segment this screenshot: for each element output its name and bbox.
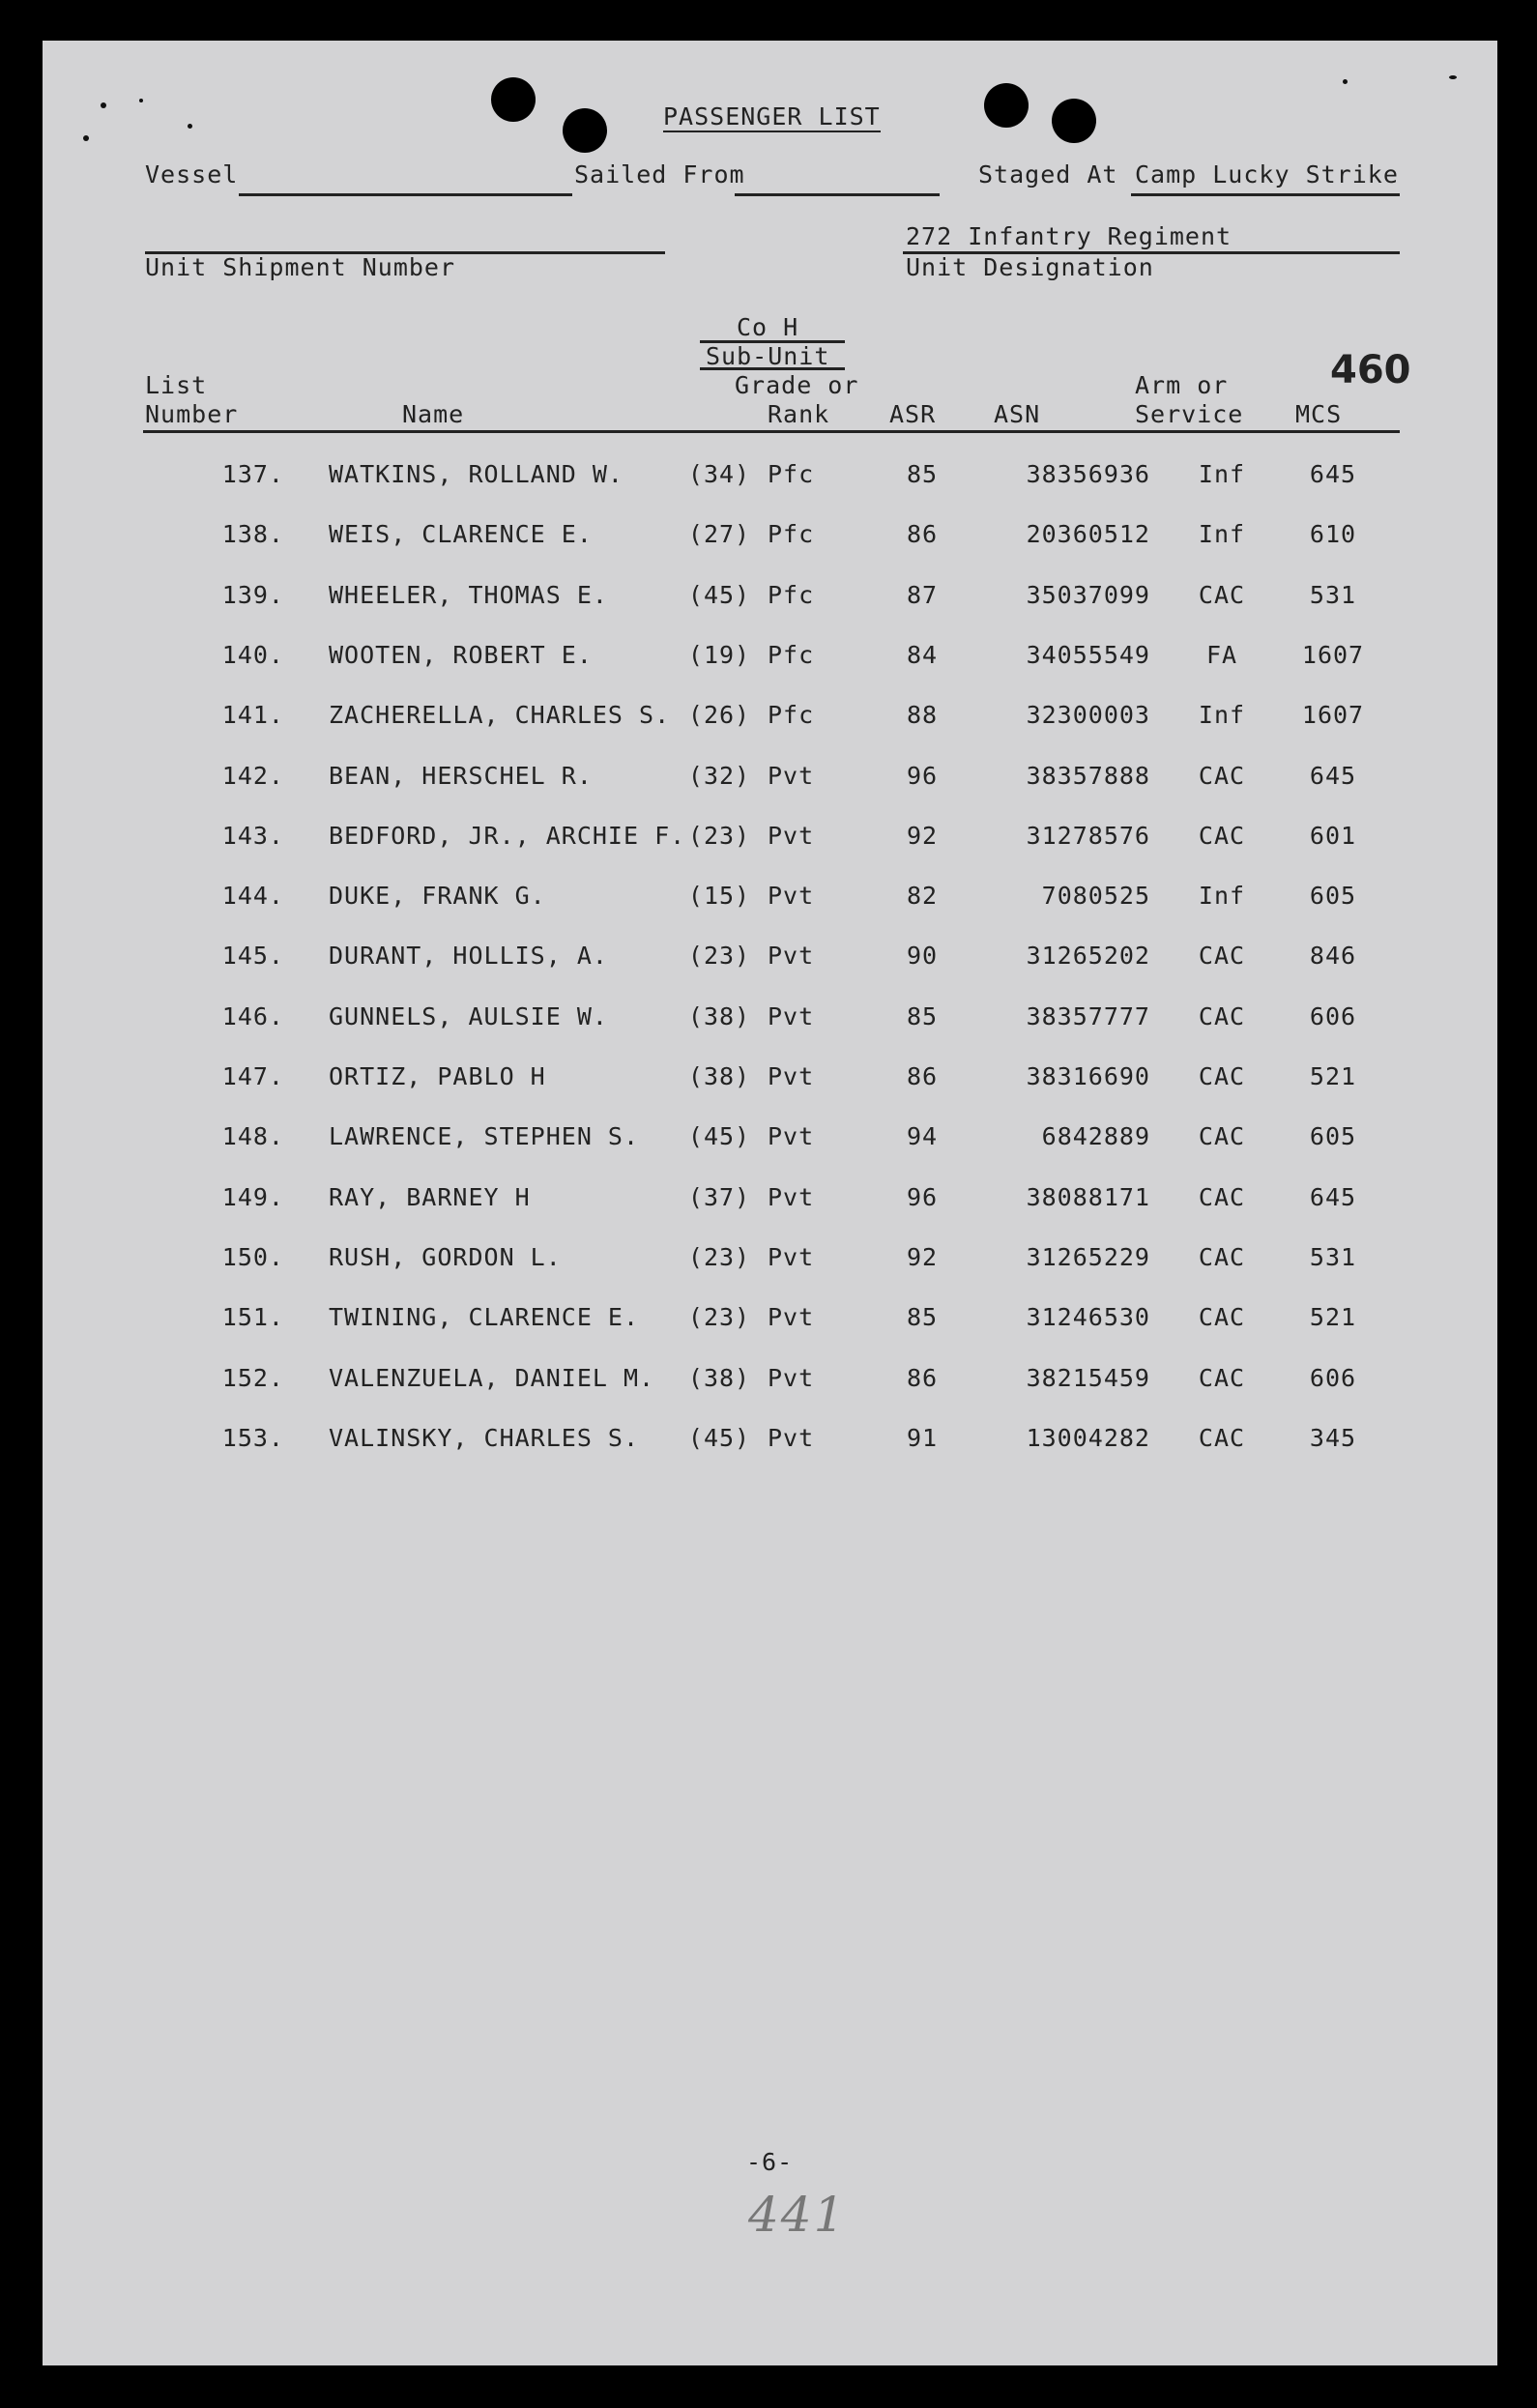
row-asr: 96 xyxy=(906,761,939,790)
row-name: ZACHERELLA, CHARLES S. xyxy=(329,701,671,730)
row-rank: Pvt xyxy=(768,821,815,850)
row-asr: 86 xyxy=(906,1062,939,1090)
col-header-mcs: MCS xyxy=(1295,400,1343,428)
row-asn: 31265229 xyxy=(1026,1242,1150,1271)
row-asr: 84 xyxy=(906,640,939,669)
row-asn: 38356936 xyxy=(1026,460,1150,488)
row-asn: 7080525 xyxy=(1041,882,1150,911)
document-page xyxy=(43,41,1497,2365)
row-mcs: 531 xyxy=(1309,1242,1357,1271)
staged-at-underline xyxy=(1131,193,1400,196)
row-name: VALENZUELA, DANIEL M. xyxy=(329,1363,655,1392)
row-name: DURANT, HOLLIS, A. xyxy=(329,942,608,971)
row-age: (19) xyxy=(687,640,751,669)
row-asn: 6842889 xyxy=(1041,1122,1150,1151)
row-asn: 38316690 xyxy=(1026,1062,1150,1090)
row-age: (15) xyxy=(687,882,751,911)
table-row xyxy=(43,520,1497,559)
row-asr: 90 xyxy=(906,942,939,971)
row-list-number: 151. xyxy=(221,1303,284,1332)
vessel-label: Vessel xyxy=(145,160,239,189)
row-rank: Pvt xyxy=(768,1423,815,1452)
row-list-number: 148. xyxy=(221,1122,284,1151)
row-age: (38) xyxy=(687,1363,751,1392)
row-arm: CAC xyxy=(1198,580,1246,609)
row-mcs: 606 xyxy=(1309,1001,1357,1030)
speck xyxy=(83,135,89,141)
row-arm: CAC xyxy=(1198,1242,1246,1271)
row-arm: CAC xyxy=(1198,1303,1246,1332)
row-rank: Pfc xyxy=(768,580,815,609)
row-asr: 88 xyxy=(906,701,939,730)
staged-at-label: Staged At xyxy=(978,160,1118,189)
row-list-number: 153. xyxy=(221,1423,284,1452)
row-asn: 13004282 xyxy=(1026,1423,1150,1452)
speck xyxy=(188,124,192,129)
speck xyxy=(1343,79,1348,84)
row-list-number: 149. xyxy=(221,1182,284,1211)
row-rank: Pfc xyxy=(768,640,815,669)
row-mcs: 645 xyxy=(1309,761,1357,790)
row-asr: 86 xyxy=(906,520,939,549)
row-name: LAWRENCE, STEPHEN S. xyxy=(329,1122,640,1151)
row-age: (38) xyxy=(687,1001,751,1030)
row-mcs: 601 xyxy=(1309,821,1357,850)
row-list-number: 147. xyxy=(221,1062,284,1090)
row-rank: Pvt xyxy=(768,942,815,971)
speck xyxy=(1449,75,1457,79)
row-arm: CAC xyxy=(1198,761,1246,790)
row-list-number: 142. xyxy=(221,761,284,790)
unit-designation-value: 272 Infantry Regiment xyxy=(906,222,1232,250)
row-mcs: 345 xyxy=(1309,1423,1357,1452)
table-row xyxy=(43,942,1497,980)
row-asn: 38357777 xyxy=(1026,1001,1150,1030)
col-header-grade: Grade or xyxy=(735,371,859,399)
row-arm: FA xyxy=(1205,640,1238,669)
row-name: VALINSKY, CHARLES S. xyxy=(329,1423,640,1452)
row-asr: 85 xyxy=(906,1001,939,1030)
row-list-number: 143. xyxy=(221,821,284,850)
row-name: GUNNELS, AULSIE W. xyxy=(329,1001,608,1030)
table-row xyxy=(43,701,1497,740)
speck xyxy=(139,99,143,102)
row-rank: Pvt xyxy=(768,1363,815,1392)
row-rank: Pvt xyxy=(768,882,815,911)
row-mcs: 1607 xyxy=(1301,701,1365,730)
row-age: (23) xyxy=(687,821,751,850)
row-arm: CAC xyxy=(1198,1062,1246,1090)
row-asr: 85 xyxy=(906,460,939,488)
col-header-asr: ASR xyxy=(889,400,937,428)
table-row xyxy=(43,1303,1497,1342)
row-rank: Pfc xyxy=(768,460,815,488)
row-arm: CAC xyxy=(1198,1182,1246,1211)
row-arm: CAC xyxy=(1198,821,1246,850)
row-asr: 87 xyxy=(906,580,939,609)
row-name: RUSH, GORDON L. xyxy=(329,1242,562,1271)
sub-unit-label: Sub-Unit xyxy=(706,342,830,370)
row-age: (45) xyxy=(687,580,751,609)
row-asr: 86 xyxy=(906,1363,939,1392)
row-age: (23) xyxy=(687,1303,751,1332)
row-asn: 32300003 xyxy=(1026,701,1150,730)
vessel-underline xyxy=(239,193,572,196)
sailed-from-underline xyxy=(735,193,940,196)
row-arm: CAC xyxy=(1198,1363,1246,1392)
row-asr: 91 xyxy=(906,1423,939,1452)
punch-hole xyxy=(984,83,1029,128)
col-header-arm: Arm or xyxy=(1135,371,1229,399)
row-name: DUKE, FRANK G. xyxy=(329,882,546,911)
row-age: (23) xyxy=(687,1242,751,1271)
row-rank: Pvt xyxy=(768,761,815,790)
row-age: (34) xyxy=(687,460,751,488)
row-asr: 92 xyxy=(906,1242,939,1271)
row-mcs: 610 xyxy=(1309,520,1357,549)
row-name: TWINING, CLARENCE E. xyxy=(329,1303,640,1332)
unit-shipment-label: Unit Shipment Number xyxy=(145,253,456,281)
row-age: (26) xyxy=(687,701,751,730)
col-header-service: Service xyxy=(1135,400,1244,428)
page-title: PASSENGER LIST xyxy=(663,102,881,131)
row-arm: Inf xyxy=(1198,701,1246,730)
table-row xyxy=(43,1122,1497,1161)
table-row xyxy=(43,1183,1497,1222)
col-header-number: Number xyxy=(145,400,239,428)
row-name: WATKINS, ROLLAND W. xyxy=(329,460,624,488)
row-mcs: 645 xyxy=(1309,1182,1357,1211)
row-arm: CAC xyxy=(1198,942,1246,971)
row-asr: 94 xyxy=(906,1122,939,1151)
row-rank: Pvt xyxy=(768,1001,815,1030)
col-header-asn: ASN xyxy=(994,400,1041,428)
row-asn: 20360512 xyxy=(1026,520,1150,549)
row-arm: Inf xyxy=(1198,460,1246,488)
table-row xyxy=(43,641,1497,680)
row-arm: Inf xyxy=(1198,520,1246,549)
table-row xyxy=(43,581,1497,620)
row-asn: 31278576 xyxy=(1026,821,1150,850)
row-list-number: 146. xyxy=(221,1001,284,1030)
row-rank: Pvt xyxy=(768,1303,815,1332)
header-rule xyxy=(143,430,1400,433)
row-mcs: 521 xyxy=(1309,1303,1357,1332)
stamp-number: 460 xyxy=(1330,348,1411,392)
row-mcs: 531 xyxy=(1309,580,1357,609)
table-row xyxy=(43,1364,1497,1403)
table-row xyxy=(43,1424,1497,1463)
col-header-name: Name xyxy=(402,400,465,428)
col-header-list: List xyxy=(145,371,208,399)
punch-hole xyxy=(1052,99,1096,143)
row-list-number: 138. xyxy=(221,520,284,549)
row-asr: 96 xyxy=(906,1182,939,1211)
row-rank: Pvt xyxy=(768,1122,815,1151)
row-list-number: 152. xyxy=(221,1363,284,1392)
row-mcs: 605 xyxy=(1309,1122,1357,1151)
row-asr: 85 xyxy=(906,1303,939,1332)
row-rank: Pvt xyxy=(768,1242,815,1271)
row-name: WOOTEN, ROBERT E. xyxy=(329,640,593,669)
row-arm: CAC xyxy=(1198,1001,1246,1030)
table-row xyxy=(43,1243,1497,1282)
row-asn: 31246530 xyxy=(1026,1303,1150,1332)
row-asr: 92 xyxy=(906,821,939,850)
row-list-number: 140. xyxy=(221,640,284,669)
row-arm: CAC xyxy=(1198,1122,1246,1151)
row-mcs: 645 xyxy=(1309,460,1357,488)
table-row xyxy=(43,762,1497,800)
col-header-rank: Rank xyxy=(768,400,830,428)
row-list-number: 137. xyxy=(221,460,284,488)
row-name: WHEELER, THOMAS E. xyxy=(329,580,608,609)
speck xyxy=(101,102,106,108)
table-row xyxy=(43,1062,1497,1101)
punch-hole xyxy=(491,77,536,122)
row-list-number: 150. xyxy=(221,1242,284,1271)
page-number: -6- xyxy=(746,2148,794,2176)
row-mcs: 521 xyxy=(1309,1062,1357,1090)
table-row xyxy=(43,460,1497,499)
row-asr: 82 xyxy=(906,882,939,911)
punch-hole xyxy=(563,108,607,153)
row-rank: Pfc xyxy=(768,520,815,549)
row-age: (37) xyxy=(687,1182,751,1211)
row-name: BEAN, HERSCHEL R. xyxy=(329,761,593,790)
row-rank: Pfc xyxy=(768,701,815,730)
row-asn: 38357888 xyxy=(1026,761,1150,790)
sub-unit-value: Co H xyxy=(737,313,799,341)
row-list-number: 145. xyxy=(221,942,284,971)
row-age: (23) xyxy=(687,942,751,971)
table-row xyxy=(43,882,1497,920)
row-asn: 31265202 xyxy=(1026,942,1150,971)
staged-at-value: Camp Lucky Strike xyxy=(1135,160,1399,189)
row-asn: 34055549 xyxy=(1026,640,1150,669)
row-age: (45) xyxy=(687,1423,751,1452)
row-asn: 35037099 xyxy=(1026,580,1150,609)
table-row xyxy=(43,822,1497,860)
row-list-number: 144. xyxy=(221,882,284,911)
row-asn: 38215459 xyxy=(1026,1363,1150,1392)
row-list-number: 139. xyxy=(221,580,284,609)
row-name: BEDFORD, JR., ARCHIE F. xyxy=(329,821,686,850)
row-name: ORTIZ, PABLO H xyxy=(329,1062,546,1090)
row-name: RAY, BARNEY H xyxy=(329,1182,531,1211)
row-age: (45) xyxy=(687,1122,751,1151)
handwritten-number: 441 xyxy=(748,2187,847,2243)
row-asn: 38088171 xyxy=(1026,1182,1150,1211)
row-age: (32) xyxy=(687,761,751,790)
unit-designation-label: Unit Designation xyxy=(906,253,1154,281)
row-rank: Pvt xyxy=(768,1062,815,1090)
row-arm: CAC xyxy=(1198,1423,1246,1452)
row-mcs: 605 xyxy=(1309,882,1357,911)
row-rank: Pvt xyxy=(768,1182,815,1211)
row-age: (38) xyxy=(687,1062,751,1090)
row-name: WEIS, CLARENCE E. xyxy=(329,520,593,549)
row-arm: Inf xyxy=(1198,882,1246,911)
row-age: (27) xyxy=(687,520,751,549)
row-mcs: 846 xyxy=(1309,942,1357,971)
row-mcs: 606 xyxy=(1309,1363,1357,1392)
row-list-number: 141. xyxy=(221,701,284,730)
table-row xyxy=(43,1002,1497,1041)
row-mcs: 1607 xyxy=(1301,640,1365,669)
sub-unit-underline-2 xyxy=(700,367,845,370)
sailed-from-label: Sailed From xyxy=(574,160,745,189)
